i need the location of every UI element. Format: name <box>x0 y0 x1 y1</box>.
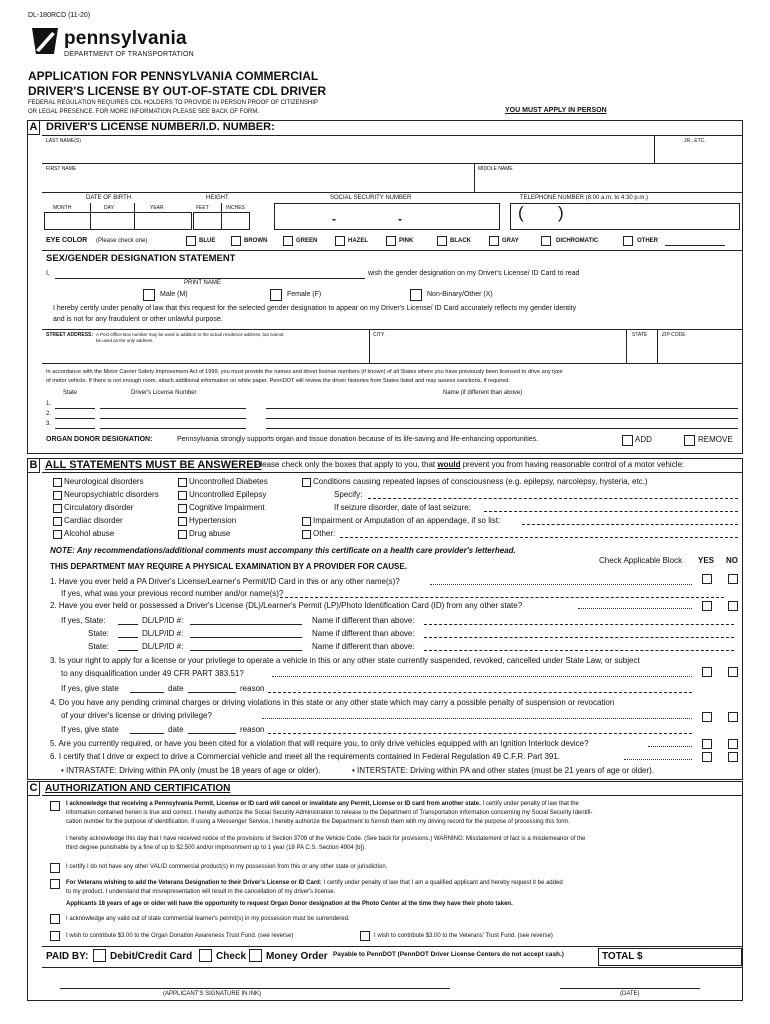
zip-input[interactable] <box>661 345 741 362</box>
question-2-state-2-input[interactable] <box>118 637 138 638</box>
pay-money-order-checkbox[interactable] <box>249 949 262 962</box>
phone-label: TELEPHONE NUMBER (8:00 a.m. to 4:30 p.m.) <box>520 195 649 201</box>
eye-other-label: OTHER <box>637 238 658 244</box>
question-2-dl-2-input[interactable] <box>190 637 302 638</box>
mcsia-text-line1: In accordance with the Motor Carrier Safety Improvement Act of 1999, you must provide the names and driver license numbers (if known) of all States where you have previously been licensed to drive any type <box>46 369 563 375</box>
conditions-label: Conditions causing repeated lapses of consciousness (e.g. epilepsy, narcolepsy, hysteria, etc.) <box>313 477 648 486</box>
seizure-label: If seizure disorder, date of last seizure: <box>334 503 471 512</box>
question-2-state-2-label: State: <box>88 629 109 638</box>
question-1-text: 1. Have you ever held a PA Driver's License/Learner's Permit/ID Card in this or any other name(s)? <box>50 577 400 586</box>
logo-subtitle: DEPARTMENT OF TRANSPORTATION <box>64 51 194 58</box>
prior-row-2-state-input[interactable] <box>55 418 95 419</box>
gender-female-checkbox[interactable] <box>270 289 282 301</box>
organ-donor-label: ORGAN DONOR DESIGNATION: <box>46 436 153 443</box>
question-4-date-input[interactable] <box>188 733 236 734</box>
prior-row-1-name-input[interactable] <box>266 408 738 409</box>
eye-gray-checkbox[interactable] <box>489 236 499 246</box>
question-2-dl-1-input[interactable] <box>190 624 302 625</box>
prior-state-col-header: State <box>63 390 78 396</box>
question-2-state-3-input[interactable] <box>118 650 138 651</box>
other-condition-label: Other: <box>313 529 336 538</box>
section-3709-notice-line2: third degree punishable by a fine of up to $2,500 and/or imprisonment up to 1 year (18 PA C.S. Section 4904 [b]). <box>66 845 366 851</box>
question-1-yes-checkbox[interactable] <box>702 574 712 584</box>
gender-female-label: Female (F) <box>287 291 322 298</box>
question-2-no-checkbox[interactable] <box>728 601 738 611</box>
question-4-yes-checkbox[interactable] <box>702 712 712 722</box>
federal-regulation-line1: FEDERAL REGULATION REQUIRES CDL HOLDERS TO PROVIDE IN PERSON PROOF OF CITIZENSHIP <box>28 100 318 106</box>
cardiac-label: Cardiac disorder <box>64 516 123 525</box>
gender-certify-line2: and is not for any fraudulent or other unlawful purpose. <box>53 316 223 323</box>
section-b-intro: Please check only the boxes that apply to you, that would prevent you from having reasonable control of a motor vehicle: <box>255 460 685 469</box>
no-other-commercial-checkbox[interactable] <box>50 863 60 873</box>
ssn-separator-2: - <box>398 212 402 226</box>
pay-check-label: Check <box>216 951 247 962</box>
prior-row-1-dl-input[interactable] <box>100 408 246 409</box>
state-input[interactable] <box>630 345 655 362</box>
no-other-commercial-text: I certify I do not have any other VALID commercial product(s) in my possession from this or any other state or jurisdiction. <box>66 864 388 870</box>
eye-dichromatic-label: DICHROMATIC <box>556 238 599 244</box>
surrender-permit-text: I acknowledge any valid out of state commercial learner's permit(s) in my possession must be surrendered. <box>66 916 350 922</box>
question-2-dl-3-label: DL/LP/ID #: <box>142 642 184 651</box>
epilepsy-checkbox[interactable] <box>178 491 187 500</box>
eye-blue-label: BLUE <box>199 238 216 244</box>
gender-wish-text: wish the gender designation on my Driver's License/ ID Card to read <box>368 270 580 277</box>
prior-row-2-dl-input[interactable] <box>100 418 246 419</box>
circulatory-label: Circulatory disorder <box>64 503 134 512</box>
prior-row-3-number: 3. <box>46 421 52 427</box>
eye-hazel-checkbox[interactable] <box>335 236 345 246</box>
question-4-text: 4. Do you have any pending criminal charges or driving violations in this state or any other state which may carry a possible penalty of suspension or revocation <box>50 698 615 707</box>
question-4-date-label: date <box>168 725 184 734</box>
gender-i-label: I, <box>46 270 50 277</box>
eye-brown-label: BROWN <box>244 238 268 244</box>
apply-in-person-notice: YOU MUST APPLY IN PERSON <box>505 107 607 114</box>
question-1-followup: If yes, what was your previous record number and/or name(s)? <box>61 589 284 598</box>
gender-male-label: Male (M) <box>160 291 188 298</box>
hypertension-checkbox[interactable] <box>178 517 187 526</box>
question-3-reason-label: reason <box>240 684 265 693</box>
prior-row-2-name-input[interactable] <box>266 418 738 419</box>
question-2-name-1-label: Name if different than above: <box>312 616 415 625</box>
section-c-label: C <box>27 781 40 796</box>
yes-column-header: YES <box>698 556 715 565</box>
section-b-title: ALL STATEMENTS MUST BE ANSWERED <box>45 459 262 471</box>
organ-donation-fund-text: I wish to contribute $3.00 to the Organ Donation Awareness Trust Fund. (see reverse) <box>66 933 294 939</box>
eye-green-label: GREEN <box>296 238 318 244</box>
eye-hazel-label: HAZEL <box>348 238 368 244</box>
city-label: CITY <box>373 332 385 338</box>
question-3-no-checkbox[interactable] <box>728 667 738 677</box>
diabetes-checkbox[interactable] <box>178 478 187 487</box>
veterans-designation-checkbox[interactable] <box>50 879 60 889</box>
question-4-reason-label: reason <box>240 725 265 734</box>
question-2-yes-checkbox[interactable] <box>702 601 712 611</box>
intrastate-note: • INTRASTATE: Driving within PA only (must be 18 years of age or older). <box>61 766 321 775</box>
organ-donor-photo-center-note: Applicants 18 years of age or older will have the opportunity to request Organ Donor designation at the Photo Center at the time they have their photo taken. <box>66 901 513 907</box>
question-5-text: 5. Are you currently required, or have you been cited for a violation that will require you, to only drive vehicles equipped with an Ignition Interlock device? <box>50 739 589 748</box>
question-2-name-2-input[interactable] <box>424 637 734 638</box>
form-number: DL-180RCD (11-20) <box>28 12 91 19</box>
middle-name-label: MIDDLE NAME <box>478 166 513 172</box>
eye-pink-checkbox[interactable] <box>386 236 396 246</box>
organ-donor-remove-label: REMOVE <box>698 435 733 444</box>
specify-input[interactable] <box>368 498 738 499</box>
seizure-date-input[interactable] <box>484 511 738 512</box>
neurological-checkbox[interactable] <box>53 478 62 487</box>
conditions-checkbox[interactable] <box>302 478 311 487</box>
acknowledge-cancel-checkbox[interactable] <box>50 801 60 811</box>
eye-gray-label: GRAY <box>502 238 519 244</box>
dob-year-label: YEAR <box>150 205 164 211</box>
eye-other-checkbox[interactable] <box>623 236 633 246</box>
question-2-name-2-label: Name if different than above: <box>312 629 415 638</box>
eye-brown-checkbox[interactable] <box>231 236 241 246</box>
logo-name: pennsylvania <box>64 28 187 49</box>
question-1-no-checkbox[interactable] <box>728 574 738 584</box>
pay-debit-credit-checkbox[interactable] <box>93 949 106 962</box>
eye-color-label: EYE COLOR <box>46 237 88 244</box>
cardiac-checkbox[interactable] <box>53 517 62 526</box>
question-6-text: 6. I certify that I drive or expect to drive a Commercial vehicle and meet all the requirements contained in Federal Regulation 49 C.F.R. Part 391. <box>50 752 561 761</box>
drug-abuse-label: Drug abuse <box>189 529 231 538</box>
city-input[interactable] <box>373 345 623 362</box>
organ-donor-add-checkbox[interactable] <box>622 435 633 446</box>
gender-nonbinary-label: Non-Binary/Other (X) <box>427 291 493 298</box>
neuropsychiatric-label: Neuropsychiatric disorders <box>64 490 159 499</box>
form-title-line2: DRIVER'S LICENSE BY OUT-OF-STATE CDL DRIVER <box>28 84 326 98</box>
federal-regulation-line2: OR LEGAL PRESENCE. FOR MORE INFORMATION PLEASE SEE BACK OF FORM. <box>28 109 260 115</box>
payable-to-note: Payable to PennDOT (PennDOT Driver License Centers do not accept cash.) <box>333 951 564 958</box>
organ-donor-add-label: ADD <box>635 435 652 444</box>
pay-debit-credit-label: Debit/Credit Card <box>110 951 193 962</box>
neuropsychiatric-checkbox[interactable] <box>53 491 62 500</box>
date-of-birth-input[interactable] <box>44 212 192 230</box>
organ-donation-fund-checkbox[interactable] <box>50 931 60 941</box>
ssn-input[interactable] <box>274 203 500 230</box>
question-3-give-state-label: If yes, give state <box>61 684 119 693</box>
drug-abuse-checkbox[interactable] <box>178 530 187 539</box>
height-label: HEIGHT <box>206 195 229 201</box>
alcohol-abuse-label: Alcohol abuse <box>64 529 115 538</box>
question-2-dl-2-label: DL/LP/ID #: <box>142 629 184 638</box>
print-name-label: PRINT NAME <box>184 280 221 286</box>
alcohol-abuse-checkbox[interactable] <box>53 530 62 539</box>
phone-input[interactable] <box>510 203 740 230</box>
last-name-input[interactable] <box>46 145 651 162</box>
hypertension-label: Hypertension <box>189 516 237 525</box>
organ-donor-remove-checkbox[interactable] <box>684 435 695 446</box>
ssn-label: SOCIAL SECURITY NUMBER <box>330 195 412 201</box>
zip-label: ZIP CODE <box>662 332 686 338</box>
question-2-text: 2. Have you ever held or possessed a Driver's License (DL)/Learner's Permit (LP)/Photo Identification Card (ID) from any other state? <box>50 601 523 610</box>
surrender-permit-checkbox[interactable] <box>50 914 60 924</box>
state-label: STATE <box>632 332 648 338</box>
acknowledge-cancel-line1: I acknowledge that receiving a Pennsylvania Permit, License or ID card will cancel or invalidate any Permit, License or ID card from another state. I certify under penalty of law that the <box>66 801 579 807</box>
question-5-no-checkbox[interactable] <box>728 739 738 749</box>
prior-row-1-state-input[interactable] <box>55 408 95 409</box>
pa-keystone-logo-icon <box>28 24 62 58</box>
first-name-input[interactable] <box>46 173 471 191</box>
question-3-text: 3. Is your right to apply for a license or your privilege to operate a vehicle in this or any other state currently suspended, revoked, cancelled under State Law, or subject <box>50 656 640 665</box>
question-4-reason-input[interactable] <box>268 733 692 734</box>
section-a-title: DRIVER'S LICENSE NUMBER/I.D. NUMBER: <box>46 121 275 133</box>
pay-check-checkbox[interactable] <box>199 949 212 962</box>
phone-paren-close: ) <box>558 203 564 222</box>
question-2-name-3-label: Name if different than above: <box>312 642 415 651</box>
question-2-name-1-input[interactable] <box>424 624 734 625</box>
street-address-hint-2: be used as the only address. <box>96 338 154 343</box>
question-2-name-3-input[interactable] <box>424 650 734 651</box>
street-address-input[interactable] <box>46 345 366 362</box>
cognitive-label: Cognitive Impairment <box>189 503 265 512</box>
date-caption: (DATE) <box>620 991 640 997</box>
eye-blue-checkbox[interactable] <box>186 236 196 246</box>
eye-black-label: BLACK <box>450 238 471 244</box>
question-3-text-line2: to any disqualification under 49 CFR PART 383.51? <box>61 669 244 678</box>
paid-by-label: PAID BY: <box>46 951 89 962</box>
eye-color-hint: (Please check one) <box>96 238 148 244</box>
street-address-label: STREET ADDRESS: <box>46 332 94 338</box>
check-applicable-block-label: Check Applicable Block <box>599 556 683 565</box>
other-condition-input[interactable] <box>340 537 738 538</box>
organ-donor-text: Pennsylvania strongly supports organ and tissue donation because of its life-saving and life-enhancing opportunities. <box>177 436 539 443</box>
circulatory-checkbox[interactable] <box>53 504 62 513</box>
section-a-frame <box>27 120 743 454</box>
veterans-designation-line2: to my product. I understand that misrepresentation will result in the cancellation of my driver's license. <box>66 889 336 895</box>
question-3-state-input[interactable] <box>130 692 164 693</box>
gender-print-name-input[interactable] <box>55 278 365 279</box>
signature-caption: (APPLICANT'S SIGNATURE IN INK) <box>163 991 262 997</box>
prior-dl-col-header: Driver's License Number <box>131 390 197 396</box>
dob-day-label: DAY <box>104 205 114 211</box>
eye-other-input[interactable] <box>665 245 725 246</box>
question-4-state-input[interactable] <box>130 733 164 734</box>
specify-label: Specify: <box>334 490 363 499</box>
question-4-text-line2: of your driver's license or driving privilege? <box>61 711 212 720</box>
question-2-dl-1-label: DL/LP/ID #: <box>142 616 184 625</box>
phone-paren-open: ( <box>518 203 524 222</box>
street-address-hint-1: A Post Office Box number may be used in addition to the actual residence address, but cannot <box>96 332 284 337</box>
question-6-no-checkbox[interactable] <box>728 752 738 762</box>
prior-name-col-header: Name (if different than above) <box>443 390 523 396</box>
eye-black-checkbox[interactable] <box>437 236 447 246</box>
middle-name-input[interactable] <box>478 173 741 191</box>
prior-row-3-state-input[interactable] <box>55 428 95 429</box>
section-c-title: AUTHORIZATION AND CERTIFICATION <box>45 783 231 794</box>
question-1-previous-record-input[interactable] <box>280 597 724 598</box>
signature-date-field[interactable] <box>560 970 700 987</box>
question-3-date-input[interactable] <box>188 692 236 693</box>
other-condition-checkbox[interactable] <box>302 530 311 539</box>
prior-row-1-number: 1. <box>46 401 52 407</box>
first-name-label: FIRST NAME <box>46 166 77 172</box>
form-title-line1: APPLICATION FOR PENNSYLVANIA COMMERCIAL <box>28 69 319 83</box>
ssn-separator-1: - <box>332 212 336 226</box>
neurological-label: Neurological disorders <box>64 477 144 486</box>
question-3-yes-checkbox[interactable] <box>702 667 712 677</box>
question-6-yes-checkbox[interactable] <box>702 752 712 762</box>
question-3-reason-input[interactable] <box>268 692 692 693</box>
section-3709-notice-line1: I hereby acknowledge this day that I have received notice of the provisions of Section 3709 of the Vehicle Code. (See back for provisions.) WARNING: Misstatement of fact is a misdemeanor of the <box>66 836 586 842</box>
question-2-dl-3-input[interactable] <box>190 650 302 651</box>
suffix-label: JR., ETC. <box>684 138 706 144</box>
interstate-note: • INTERSTATE: Driving within PA and other states (must be 21 years of age or older). <box>352 766 655 775</box>
gender-nonbinary-checkbox[interactable] <box>410 289 422 301</box>
section-b-label: B <box>27 458 40 473</box>
height-inches-label: INCHES <box>226 205 245 211</box>
prior-row-3-name-input[interactable] <box>266 428 738 429</box>
acknowledge-cancel-line2: information contained herein is true and correct. I hereby authorize the Social Security Administration to release to the Department of Transportation information concerning my Social Security Identifi- <box>66 810 593 816</box>
section-b-note: NOTE: Any recommendations/additional comments must accompany this certificate on a health care provider's letterhead. <box>50 546 516 555</box>
eye-dichromatic-checkbox[interactable] <box>541 236 551 246</box>
section-a-label: A <box>27 120 40 135</box>
veterans-trust-fund-checkbox[interactable] <box>360 931 370 941</box>
physical-exam-notice: THIS DEPARTMENT MAY REQUIRE A PHYSICAL EXAMINATION BY A PROVIDER FOR CAUSE. <box>50 562 407 571</box>
impairment-input[interactable] <box>522 524 738 525</box>
gender-certify-line1: I hereby certify under penalty of law that this request for the selected gender designation to appear on my Driver's License/ ID Card accurately reflects my gender identity <box>53 305 577 312</box>
pay-money-order-label: Money Order <box>266 951 328 962</box>
question-2-if-yes-state-label: If yes, State: <box>61 616 106 625</box>
impairment-checkbox[interactable] <box>302 517 311 526</box>
prior-row-3-dl-input[interactable] <box>100 428 246 429</box>
epilepsy-label: Uncontrolled Epilepsy <box>189 490 267 499</box>
question-2-state-3-label: State: <box>88 642 109 651</box>
gender-male-checkbox[interactable] <box>143 289 155 301</box>
dob-month-label: MONTH <box>53 205 72 211</box>
acknowledge-cancel-line3: cation number for the purpose of identification. If using a Messenger Service, I hereby authorize the Department to furnish them with my driving record for the purpose of processing this form. <box>66 819 570 825</box>
prior-row-2-number: 2. <box>46 411 52 417</box>
impairment-label: Impairment or Amputation of an appendage, if so list: <box>313 516 501 525</box>
gender-statement-title: SEX/GENDER DESIGNATION STATEMENT <box>46 253 236 264</box>
eye-pink-label: PINK <box>399 238 414 244</box>
eye-green-checkbox[interactable] <box>283 236 293 246</box>
total-label: TOTAL $ <box>602 951 643 962</box>
question-5-yes-checkbox[interactable] <box>702 739 712 749</box>
diabetes-label: Uncontrolled Diabetes <box>189 477 268 486</box>
veterans-designation-line1: For Veterans wishing to add the Veterans Designation to their Driver's License or ID Card: I certify under penalty of law that I am a qualified applicant and hereby request it be added <box>66 880 563 886</box>
question-3-date-label: date <box>168 684 184 693</box>
question-4-give-state-label: If yes, give state <box>61 725 119 734</box>
no-column-header: NO <box>726 556 738 565</box>
question-4-no-checkbox[interactable] <box>728 712 738 722</box>
height-feet-label: FEET <box>196 205 209 211</box>
mcsia-text-line2: of motor vehicle. If there is not enough room, attach additional information on white paper. PennDOT will review the driver histories from States listed and may assess sanctions, if required. <box>46 378 511 384</box>
last-names-label: LAST NAME(S) <box>46 138 81 144</box>
suffix-input[interactable] <box>657 145 741 162</box>
cognitive-checkbox[interactable] <box>178 504 187 513</box>
veterans-trust-fund-text: I wish to contribute $3.00 to the Veterans' Trust Fund. (see reverse) <box>374 933 553 939</box>
question-2-state-1-input[interactable] <box>118 624 138 625</box>
applicant-signature-field[interactable] <box>60 970 450 987</box>
dob-label: DATE OF BIRTH <box>86 195 132 201</box>
